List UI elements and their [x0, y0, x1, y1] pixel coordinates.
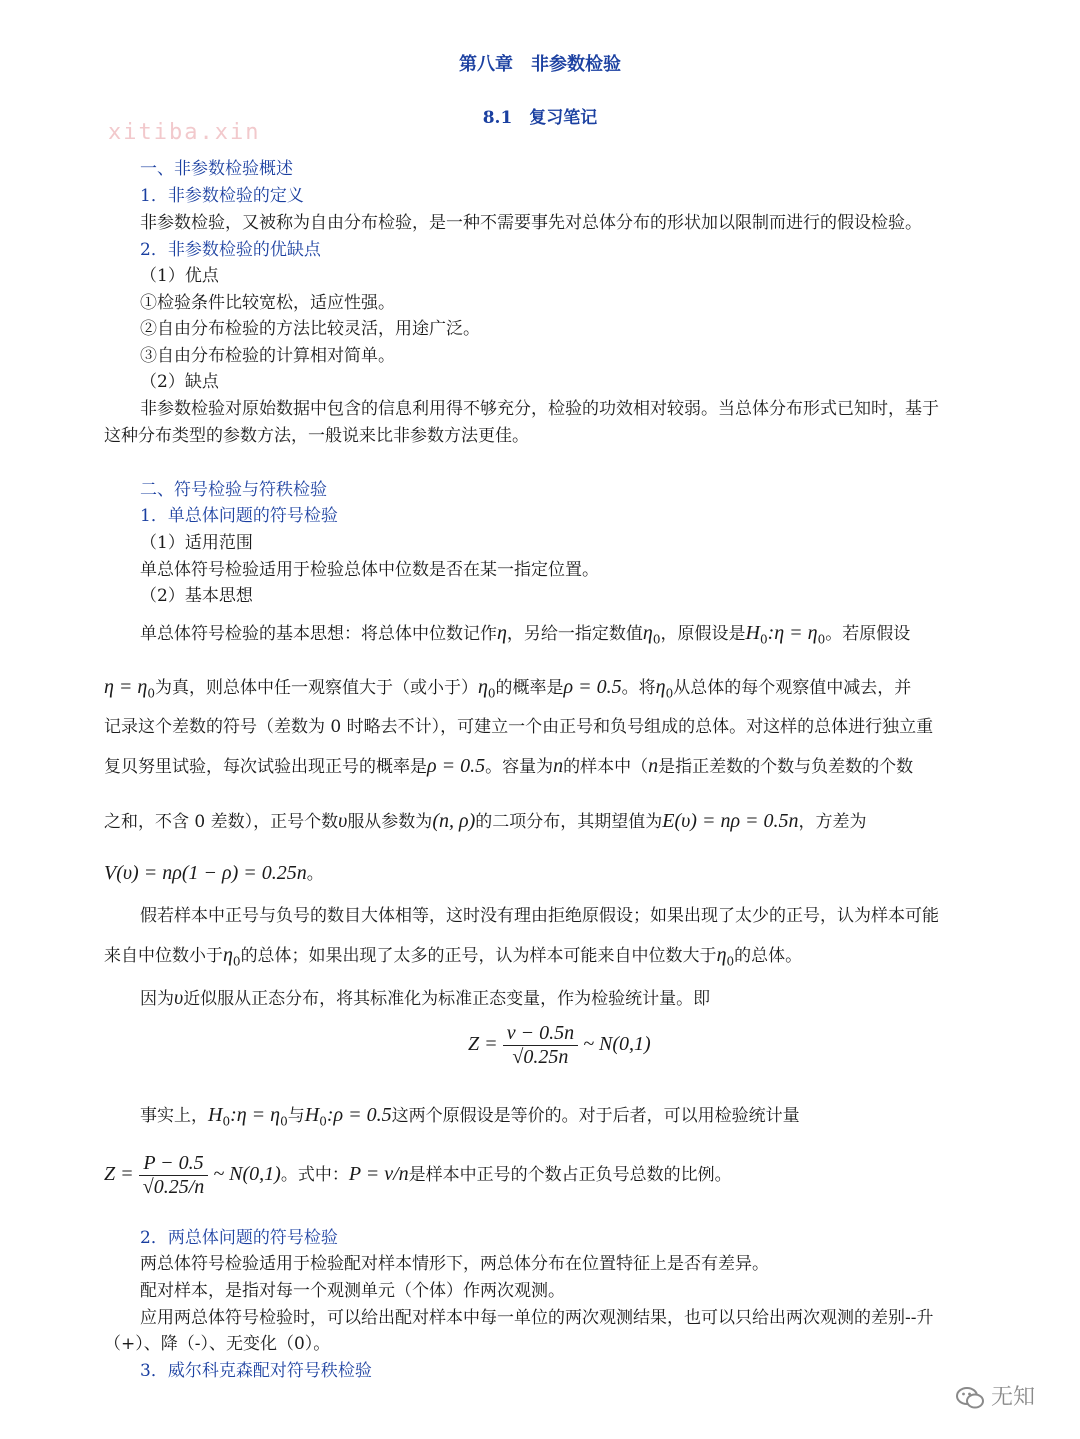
heading-2: 二、符号检验与符秩检验 [140, 480, 327, 500]
paragraph: 非参数检验对原始数据中包含的信息利用得不够充分，检验的功效相对较弱。当总体分布形式已知时，基于 [140, 399, 939, 419]
heading-2-3: 3．威尔科克森配对符号秩检验 [140, 1361, 372, 1381]
fraction-numerator: v − 0.5n [503, 1022, 578, 1046]
paragraph-line: 配对样本，是指对每一个观测单元（个体）作两次观测。 [140, 1281, 565, 1301]
list-label: （2）缺点 [140, 372, 219, 392]
paragraph-line: 记录这个差数的符号（差数为 0 时略去不计），可建立一个由正号和负号组成的总体。对这样的总体进行独立重 [104, 717, 934, 737]
section-title: 8.1 复习笔记 [482, 108, 598, 128]
fraction-numerator: P − 0.5 [139, 1152, 209, 1176]
list-item: ①检验条件比较宽松，适应性强。 [140, 293, 395, 313]
list-label: （1）适用范围 [140, 533, 253, 553]
heading-2-1: 1．单总体问题的符号检验 [140, 506, 338, 526]
paragraph-line: 单总体符号检验的基本思想：将总体中位数记作η，另给一指定数值$\eta_0$，原假设是$H_0:\eta = \eta_0$。若原假设 [140, 622, 911, 647]
paragraph: 这种分布类型的参数方法，一般说来比非参数方法更佳。 [104, 426, 529, 446]
paragraph-line: 因为υ近似服从正态分布，将其标准化为标准正态变量，作为检验统计量。即 [140, 987, 711, 1009]
formula-z-proportion: Z = $\frac{P - 0.5}{√0.25/n}$ ~ N(0,1)。式中：P = v/n是样本中正号的个数占正负号总数的比例。 [104, 1152, 732, 1198]
formula-z-statistic: Z = $\frac{v - 0.5n}{√0.25n}$ ~ N(0,1) [468, 1022, 651, 1068]
paragraph-line: 事实上，$H_0:\eta = \eta_0$与$H_0:\rho = 0.5$这两个原假设是等价的。对于后者，可以用检验统计量 [140, 1104, 800, 1129]
paragraph-line: 复贝努里试验，每次试验出现正号的概率是ρ = 0.5。容量为n的样本中（n是指正差数的个数与负差数的个数 [104, 755, 914, 777]
heading-1-2: 2．非参数检验的优缺点 [140, 240, 321, 260]
paragraph-line: V(υ) = nρ(1 − ρ) = 0.25n。 [104, 862, 324, 884]
paragraph-line: （+）、降（-）、无变化（0）。 [104, 1334, 331, 1354]
heading-2-2: 2．两总体问题的符号检验 [140, 1228, 338, 1248]
paragraph: 单总体符号检验适用于检验总体中位数是否在某一指定位置。 [140, 560, 599, 580]
watermark: xitiba.xin [108, 120, 261, 145]
list-item: ③自由分布检验的计算相对简单。 [140, 346, 395, 366]
wechat-icon [955, 1385, 985, 1411]
heading-1: 一、非参数检验概述 [140, 159, 293, 179]
paragraph-line: 来自中位数小于$\eta_0$的总体；如果出现了太多的正号，认为样本可能来自中位数大于$\eta_0$的总体。 [104, 944, 803, 969]
paragraph-line: 两总体符号检验适用于检验配对样本情形下，两总体分布在位置特征上是否有差异。 [140, 1254, 769, 1274]
wechat-logo [955, 1380, 1035, 1411]
fraction-denominator: √0.25n [512, 1046, 569, 1068]
list-item: ②自由分布检验的方法比较灵活，用途广泛。 [140, 319, 480, 339]
paragraph: 非参数检验，又被称为自由分布检验，是一种不需要事先对总体分布的形状加以限制而进行的假设检验。 [140, 213, 922, 233]
paragraph-line: 假若样本中正号与负号的数目大体相等，这时没有理由拒绝原假设；如果出现了太少的正号，认为样本可能 [140, 906, 939, 926]
list-label: （2）基本思想 [140, 586, 253, 606]
paragraph-line: 应用两总体符号检验时，可以给出配对样本中每一单位的两次观测结果，也可以只给出两次观测的差别--升 [140, 1308, 934, 1328]
heading-1-1: 1．非参数检验的定义 [140, 186, 304, 206]
paragraph-line: $\eta = \eta_0$为真，则总体中任一观察值大于（或小于）$\eta_0$的概率是ρ = 0.5。将$\eta_0$从总体的每个观察值中减去，并 [104, 676, 912, 701]
chapter-title: 第八章 非参数检验 [459, 54, 621, 75]
footer-logo-text: 无知 [991, 1385, 1036, 1410]
fraction-denominator: √0.25/n [142, 1176, 205, 1198]
paragraph-line: 之和，不含 0 差数），正号个数υ服从参数为(n, ρ)的二项分布，其期望值为E(υ) = nρ = 0.5n，方差为 [104, 810, 867, 832]
list-label: （1）优点 [140, 266, 219, 286]
